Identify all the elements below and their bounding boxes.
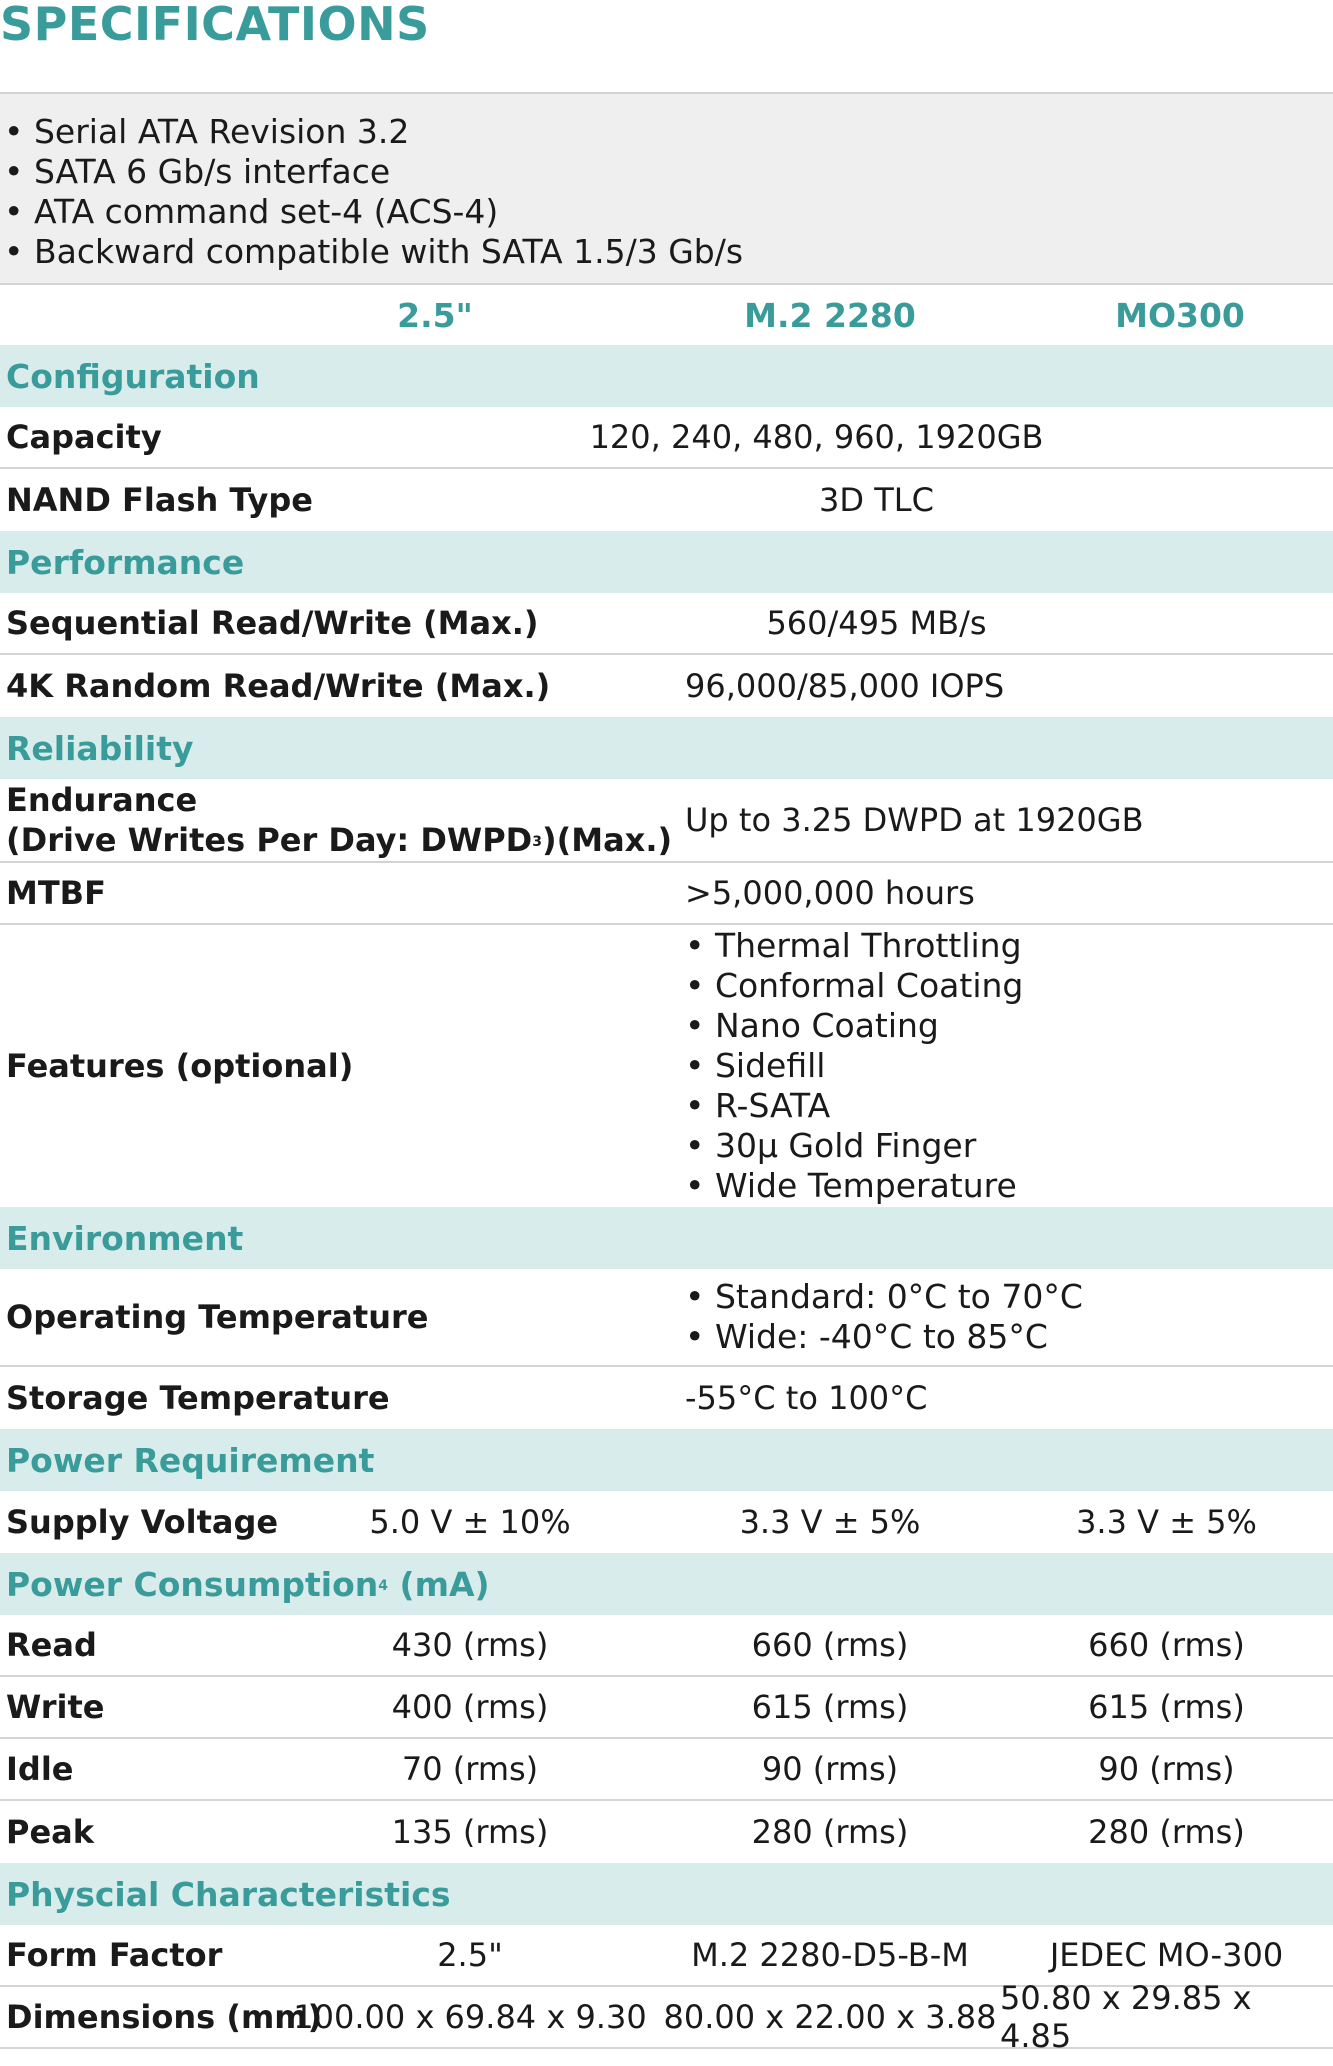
row-label: Read: [6, 1626, 97, 1664]
spec-table: [0, 285, 1333, 2055]
row-value: Up to 3.25 DWPD at 1920GB: [685, 801, 1144, 839]
interface-item: • SATA 6 Gb/s interface: [4, 152, 391, 191]
section-power-consumption: [0, 1553, 1333, 1615]
value-mo300: 280 (rms): [1088, 1813, 1245, 1851]
section-title: Reliability: [6, 728, 194, 768]
row-label: Write: [6, 1688, 105, 1726]
row-label: Operating Temperature: [6, 1298, 429, 1336]
section-title: Power Requirement: [6, 1440, 375, 1480]
list-item: • Conformal Coating: [685, 966, 1024, 1005]
table-row: [0, 1615, 1333, 1677]
value-mo300: JEDEC MO-300: [1049, 1936, 1284, 1974]
table-row: [0, 925, 1333, 1207]
section-title-unit: (mA): [388, 1564, 490, 1604]
value-m2: 90 (rms): [761, 1750, 899, 1788]
value-2-5: 430 (rms): [391, 1626, 549, 1664]
row-value: 120, 240, 480, 960, 1920GB: [589, 418, 1044, 456]
section-title: Environment: [6, 1218, 244, 1258]
section-environment: [0, 1207, 1333, 1269]
table-row: [0, 1491, 1333, 1553]
table-row: [0, 469, 1333, 531]
section-title: [6, 1553, 490, 1615]
endurance-label-line2: [6, 820, 672, 860]
value-mo300: 615 (rms): [1088, 1688, 1245, 1726]
table-row: [0, 593, 1333, 655]
value-mo300: 3.3 V ± 5%: [1076, 1503, 1257, 1541]
section-configuration: [0, 345, 1333, 407]
table-row: [0, 863, 1333, 925]
row-value: -55°C to 100°C: [685, 1379, 928, 1417]
value-mo300: 90 (rms): [1098, 1750, 1235, 1788]
list-item: • Nano Coating: [685, 1006, 939, 1045]
column-header-m2: M.2 2280: [744, 295, 916, 335]
row-label: Peak: [6, 1813, 95, 1851]
section-title: Performance: [6, 542, 245, 582]
value-2-5: 70 (rms): [401, 1750, 539, 1788]
row-value: 96,000/85,000 IOPS: [685, 667, 1005, 705]
value-m2: 660 (rms): [751, 1626, 909, 1664]
row-label: Features (optional): [6, 1047, 354, 1085]
interface-item: • ATA command set-4 (ACS-4): [4, 192, 499, 231]
column-header-mo300: MO300: [1115, 295, 1245, 335]
column-header-row: [0, 285, 1333, 345]
row-label: [6, 779, 672, 861]
row-label: Dimensions (mm): [6, 1998, 323, 2036]
endurance-label-line1: Endurance: [6, 781, 198, 819]
value-2-5: 100.00 x 69.84 x 9.30: [293, 1998, 647, 2036]
section-physical: [0, 1863, 1333, 1925]
column-header-2-5: 2.5": [397, 295, 473, 335]
value-2-5: 5.0 V ± 10%: [369, 1503, 571, 1541]
table-row: [0, 779, 1333, 863]
row-label: NAND Flash Type: [6, 481, 313, 519]
endurance-label-text: (Drive Writes Per Day: DWPD: [6, 821, 533, 859]
row-label: Form Factor: [6, 1936, 223, 1974]
value-2-5: 2.5": [437, 1936, 503, 1974]
value-2-5: 135 (rms): [391, 1813, 549, 1851]
list-item: • Wide Temperature: [685, 1166, 1017, 1205]
list-item: • Sidefill: [685, 1046, 826, 1085]
row-label: Storage Temperature: [6, 1379, 390, 1417]
table-row: [0, 1801, 1333, 1863]
temperature-list: [685, 1269, 1333, 1365]
table-row: [0, 1367, 1333, 1429]
row-value: 3D TLC: [819, 481, 934, 519]
list-item: • 30μ Gold Finger: [685, 1126, 977, 1165]
table-row: [0, 655, 1333, 717]
section-reliability: [0, 717, 1333, 779]
row-label: Idle: [6, 1750, 74, 1788]
value-mo300: 50.80 x 29.85 x 4.85: [1000, 1979, 1252, 2055]
table-row: [0, 1269, 1333, 1367]
list-item: • Thermal Throttling: [685, 926, 1022, 965]
section-power-requirement: [0, 1429, 1333, 1491]
features-list: [685, 925, 1333, 1207]
list-item: • Standard: 0°C to 70°C: [685, 1277, 1083, 1316]
interface-summary: [0, 94, 1333, 283]
value-m2: 80.00 x 22.00 x 3.88: [663, 1998, 997, 2036]
value-2-5: 400 (rms): [391, 1688, 549, 1726]
row-value: >5,000,000 hours: [685, 874, 975, 912]
row-label: Capacity: [6, 418, 162, 456]
row-value: 560/495 MB/s: [766, 604, 987, 642]
table-row: [0, 1925, 1333, 1987]
footnote-marker: 3: [532, 834, 542, 850]
section-title: Physcial Characteristics: [6, 1874, 451, 1914]
table-row: [0, 1739, 1333, 1801]
interface-item: • Serial ATA Revision 3.2: [4, 112, 410, 151]
table-row: [0, 1677, 1333, 1739]
list-item: • Wide: -40°C to 85°C: [685, 1317, 1048, 1356]
row-label: Sequential Read/Write (Max.): [6, 604, 539, 642]
row-label: MTBF: [6, 874, 106, 912]
section-performance: [0, 531, 1333, 593]
table-row: [0, 407, 1333, 469]
value-m2: 615 (rms): [751, 1688, 909, 1726]
page-title: SPECIFICATIONS: [0, 0, 430, 51]
value-m2: M.2 2280-D5-B-M: [691, 1936, 969, 1974]
table-row: [0, 1979, 1333, 2055]
section-title: Configuration: [6, 356, 260, 396]
value-mo300: 660 (rms): [1088, 1626, 1245, 1664]
interface-item: • Backward compatible with SATA 1.5/3 Gb/s: [4, 232, 744, 271]
section-title-text: Power Consumption: [6, 1564, 379, 1604]
endurance-label-text: )(Max.): [541, 821, 673, 859]
footnote-marker: 4: [378, 1578, 389, 1594]
value-m2: 3.3 V ± 5%: [739, 1503, 921, 1541]
value-m2: 280 (rms): [751, 1813, 909, 1851]
list-item: • R-SATA: [685, 1086, 831, 1125]
row-label: 4K Random Read/Write (Max.): [6, 667, 551, 705]
row-label: Supply Voltage: [6, 1503, 279, 1541]
